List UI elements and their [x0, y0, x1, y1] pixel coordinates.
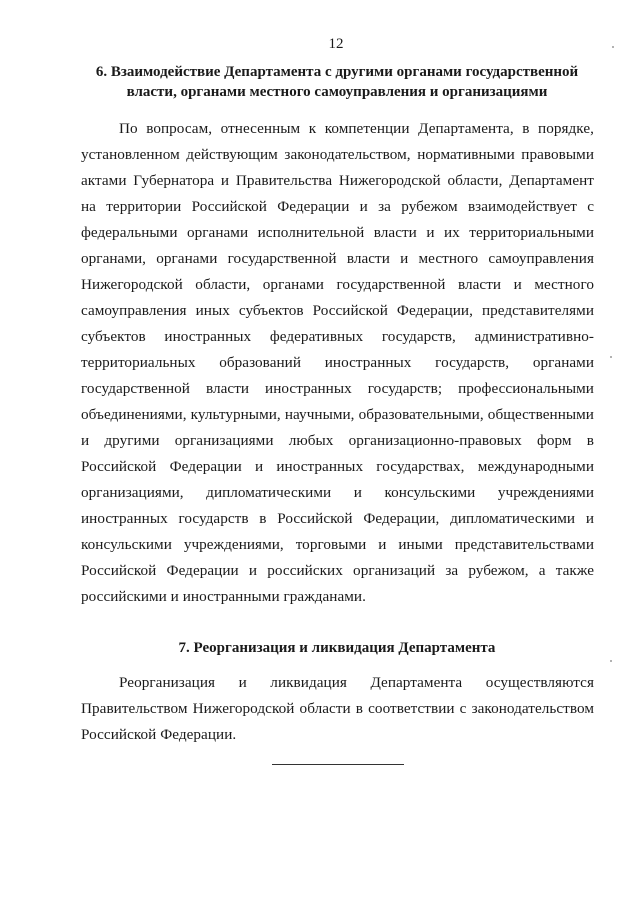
- scan-speck: [610, 660, 612, 662]
- scan-speck: [610, 356, 612, 358]
- page-number: 12: [328, 36, 344, 52]
- section-7-heading: 7. Реорганизация и ликвидация Департамента: [178, 640, 496, 656]
- section-6-paragraph: По вопросам, отнесенным к компетенции Департамента, в порядке, установленном действующим законодательством, нормативными правовыми актами Губернатора и Правительства Нижегородской области, Департамент на территории Российской Федерации и за рубежом взаимодействует с федеральными органами исполнительной власти и их территориальными органами, органами государственной власти и местного самоуправления Нижегородской области, органами государственной власти и местного самоуправления иных субъектов Российской Федерации, представителями субъектов иностранных федеративных государств, административно-территориальных образований иностранных государств, органами государственной власти иностранных государств; профессиональными объединениями, культурными, научными, образовательными, общественными и другими организациями любых организационно-правовых форм в Российской Федерации и иностранных государствах, международными организациями, дипломатическими и консульскими учреждениями иностранных государств в Российской Федерации, дипломатическими и консульскими учреждениями, торговыми и иными представительствами Российской Федерации и российских организаций за рубежом, а также российскими и иностранными гражданами.: [81, 120, 594, 605]
- scan-speck: [612, 46, 614, 48]
- section-6-heading: 6. Взаимодействие Департамента с другими органами государственной власти, органами местного самоуправления и организациями: [95, 64, 579, 100]
- section-7-paragraph: Реорганизация и ликвидация Департамента осуществляются Правительством Нижегородской области в соответствии с законодательством Российской Федерации.: [81, 674, 594, 743]
- end-of-document-rule: [272, 764, 404, 765]
